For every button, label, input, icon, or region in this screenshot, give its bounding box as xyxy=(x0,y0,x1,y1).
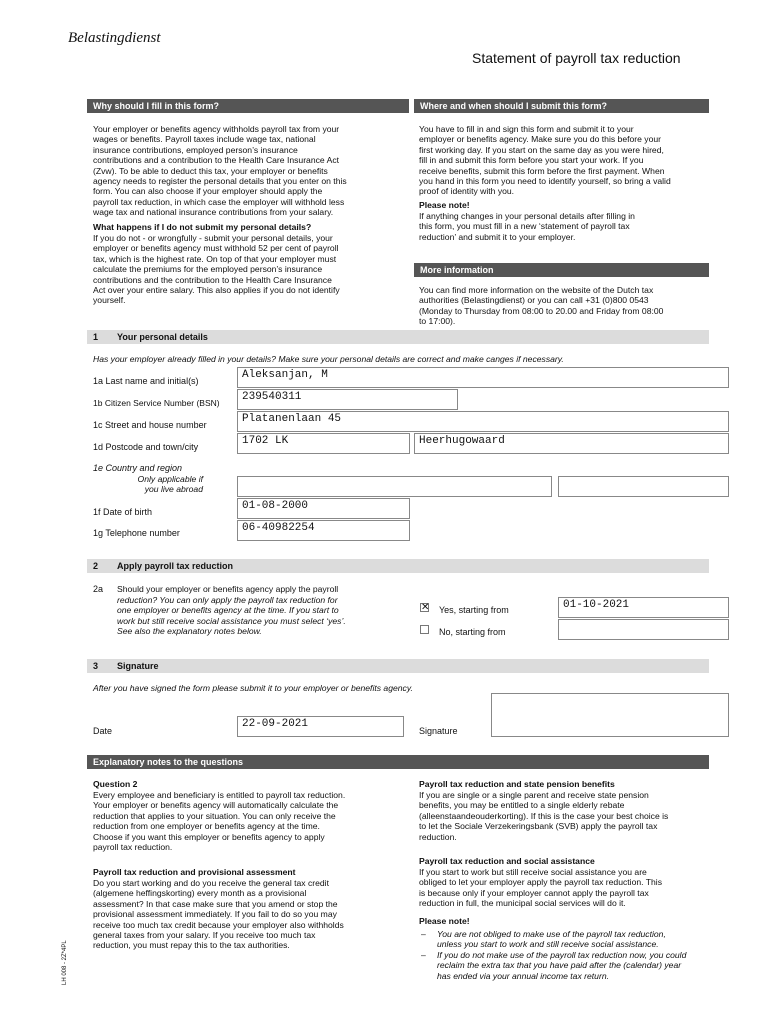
no-checkbox[interactable] xyxy=(420,625,429,634)
what-heading: What happens if I do not submit my personal details? xyxy=(93,222,312,232)
section-2-title: Apply payroll tax reduction xyxy=(117,561,234,571)
street-label: 1c Street and house number xyxy=(93,420,207,430)
note-heading: Please note! xyxy=(419,200,470,210)
note-text: If anything changes in your personal details after filling in this form, you must fill in a new ‘statement of payroll tax reduction’ and submit it to your employer. xyxy=(419,211,635,242)
region-field[interactable] xyxy=(558,476,729,497)
brand-logo: Belastingdienst xyxy=(68,30,161,46)
provisional-text: Do you start working and do you receive the general tax credit (algemene heffingskorting) every month as a provisional assessment? In that case make sure that you amend or stop the provisional assessment immediately. If you fail to do so you may receive too much tax credit because your employer also withholds general taxes from your salary. If you receive too much tax reduction, you must repay this to the tax authorities. xyxy=(93,878,344,951)
notes-please-note: Please note! xyxy=(419,916,470,926)
section-3-instruction: After you have signed the form please submit it to your employer or benefits agency. xyxy=(93,683,413,693)
provisional-title: Payroll tax reduction and provisional assessment xyxy=(93,867,296,877)
form-code: LH 008 - 2Z*4PL xyxy=(62,940,68,985)
social-title: Payroll tax reduction and social assistance xyxy=(419,856,595,866)
postcode-field[interactable]: 1702 LK xyxy=(237,433,410,454)
note-item-1: You are not obliged to make use of the payroll tax reduction, unless you start to work and still receive social assistance. xyxy=(437,929,666,950)
more-info-heading: More information xyxy=(414,263,709,277)
where-text: You have to fill in and sign this form and submit it to your employer or benefits agency. Make sure you do this before your first working day. If you start on the same day as you were hired, fill in and submit this form before you start your work. If you receive benefits, submit this form before the first payment. When you hand in this form you need to identify yourself, so bring a valid proof of identity with you. xyxy=(419,124,671,197)
question-2a-detail: reduction? You can only apply the payroll tax reduction for one employer or benefits agency at the time. If you start to work but still receive social assistance you must select ‘yes’. See also the explanatory notes below. xyxy=(117,595,346,637)
question-2a-number: 2a xyxy=(93,584,104,594)
section-1-number: 1 xyxy=(93,332,99,342)
no-label: No, starting from xyxy=(439,627,506,637)
note-item-2: If you do not make use of the payroll tax reduction now, you could reclaim the extra tax that you have paid after the (calendar) year has ended via your annual income tax return. xyxy=(437,950,687,981)
section-3-title: Signature xyxy=(117,661,159,671)
date-field[interactable]: 22-09-2021 xyxy=(237,716,404,737)
notes-heading: Explanatory notes to the questions xyxy=(87,755,709,769)
note-dash-1: – xyxy=(421,929,426,939)
section-3-heading xyxy=(87,659,709,673)
yes-checkbox[interactable]: ✕ xyxy=(421,602,430,613)
why-heading: Why should I fill in this form? xyxy=(87,99,409,113)
name-field[interactable]: Aleksanjan, M xyxy=(237,367,729,388)
country-hint: Only applicable if you live abroad xyxy=(137,474,203,494)
bsn-field[interactable]: 239540311 xyxy=(237,389,458,410)
signature-label: Signature xyxy=(419,726,458,736)
yes-label: Yes, starting from xyxy=(439,605,509,615)
dob-field[interactable]: 01-08-2000 xyxy=(237,498,410,519)
no-start-date-field[interactable] xyxy=(558,619,729,640)
dob-label: 1f Date of birth xyxy=(93,507,153,517)
section-2-heading xyxy=(87,559,709,573)
question-2-note-title: Question 2 xyxy=(93,779,138,789)
section-2-number: 2 xyxy=(93,561,99,571)
note-dash-2: – xyxy=(421,950,426,960)
more-info-text: You can find more information on the website of the Dutch tax authorities (Belastingdienst) or you can call +31 (0)800 0543 (Monday to Thursday from 08:00 to 20.00 and Friday from 08:00 to 17:00). xyxy=(419,285,664,327)
date-label: Date xyxy=(93,726,113,736)
question-2-note-text: Every employee and beneficiary is entitled to payroll tax reduction. Your employer or benefits agency will automatically calculate the reduction that applies to your situation. You can only receive the reduction from one employer or benefits agency at the time. Choose if you want this employer or benefits agency to apply payroll tax reduction. xyxy=(93,790,346,853)
social-text: If you start to work but still receive social assistance you are obliged to let your employer apply the payroll tax reduction. This is because only if your employer cannot apply the payroll tax reduction in full, the municipal social services will do it. xyxy=(419,867,662,909)
why-text: Your employer or benefits agency withholds payroll tax from your wages or benefits. Payroll taxes include wage tax, national insurance contributions, employed person’s insurance contributions and a contribution to the Health Care Insurance Act (Zvw). To be able to deduct this tax, your employer or benefits agency needs to register the personal details that you enter on this form. You can also choose if your employer should apply the payroll tax reduction, in which case the employer will withhold less wage tax and national insurance contributions from your salary. xyxy=(93,124,347,218)
section-1-instruction: Has your employer already filled in your details? Make sure your personal details are correct and make canges if necessary. xyxy=(93,354,564,364)
country-label: 1e Country and region xyxy=(93,463,183,473)
street-field[interactable]: Platanenlaan 45 xyxy=(237,411,729,432)
question-2a-text: Should your employer or benefits agency apply the payroll xyxy=(117,584,339,594)
bsn-label: 1b Citizen Service Number (BSN) xyxy=(93,398,220,408)
postcode-label: 1d Postcode and town/city xyxy=(93,442,199,452)
phone-label: 1g Telephone number xyxy=(93,528,180,538)
yes-start-date-field[interactable]: 01-10-2021 xyxy=(558,597,729,618)
where-heading: Where and when should I submit this form? xyxy=(414,99,709,113)
page-title: Statement of payroll tax reduction xyxy=(472,50,681,66)
section-1-title: Your personal details xyxy=(117,332,208,342)
country-field[interactable] xyxy=(237,476,552,497)
what-text: If you do not - or wrongfully - submit your personal details, your employer or benefits agency must withhold 52 per cent of payroll tax, which is the highest rate. On top of that your employer must calculate the premiums for the employed person’s insurance contributions and the contribution to the Health Care Insurance Act over your entire salary. This also applies if you do not identify yourself. xyxy=(93,233,340,306)
phone-field[interactable]: 06-40982254 xyxy=(237,520,410,541)
town-field[interactable]: Heerhugowaard xyxy=(414,433,729,454)
pension-text: If you are single or a single parent and receive state pension benefits, you may be entitled to a single elderly rebate (alleenstaandeouderkorting). If this is the case your best choice is to let the Sociale Verzekeringsbank (SVB) apply the payroll tax reduction. xyxy=(419,790,669,842)
name-label: 1a Last name and initial(s) xyxy=(93,376,199,386)
signature-field[interactable] xyxy=(491,693,729,737)
pension-title: Payroll tax reduction and state pension benefits xyxy=(419,779,615,789)
section-1-heading xyxy=(87,330,709,344)
section-3-number: 3 xyxy=(93,661,99,671)
